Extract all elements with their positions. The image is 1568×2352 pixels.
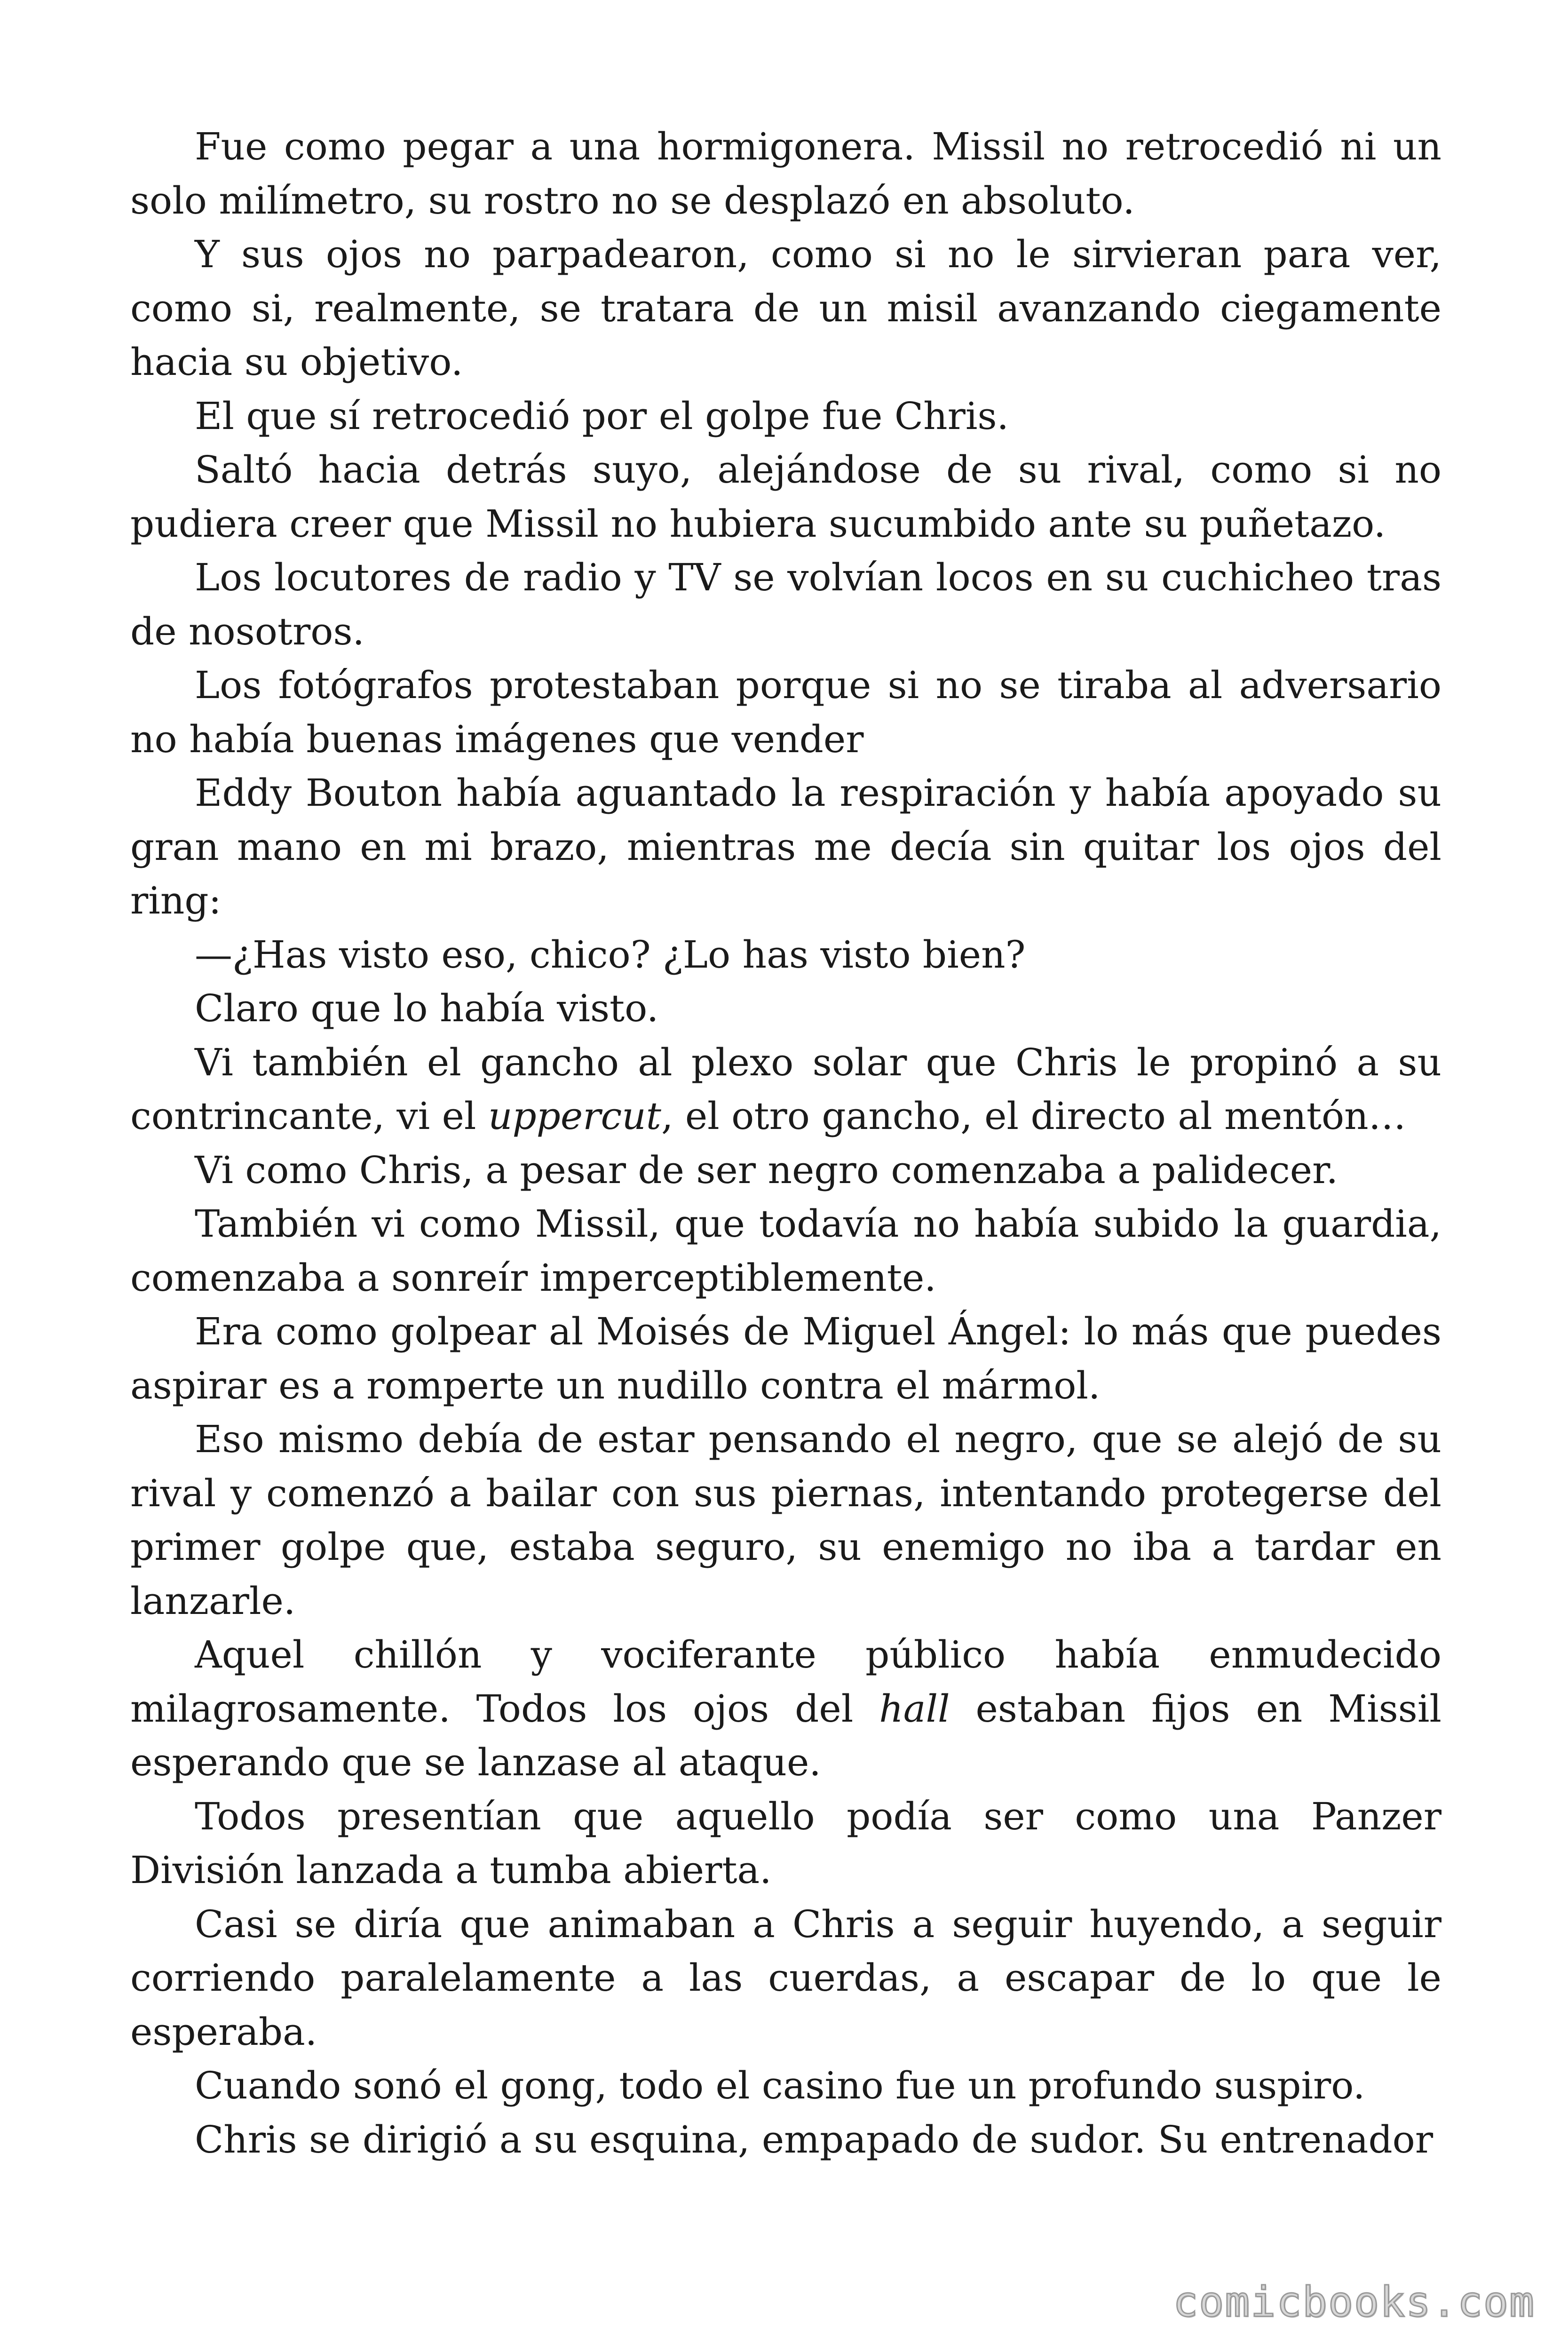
paragraph-15-after: estaban fijos en Missil esperando que se lanzase al ataque. (130, 1686, 1442, 1784)
paragraph-13: Era como golpear al Moisés de Miguel Ángel: lo más que puedes aspirar es a romperte un nudillo contra el mármol. (130, 1310, 1441, 1407)
paragraph-1: Fue como pegar a una hormigonera. Missil no retrocedió ni un solo milímetro, su rostro no se desplazó en absoluto. (130, 125, 1441, 222)
watermark: comicbooks.com (1173, 2278, 1535, 2326)
paragraph-18: Cuando sonó el gong, todo el casino fue un profundo suspiro. (195, 2064, 1365, 2107)
paragraph-10-italic: uppercut (488, 1094, 661, 1138)
paragraph-16: Todos presentían que aquello podía ser como una Panzer División lanzada a tumba abierta. (130, 1794, 1441, 1892)
paragraph-6: Los fotógrafos protestaban porque si no se tiraba al adversario no había buenas imágenes que vender (130, 663, 1441, 761)
paragraph-14: Eso mismo debía de estar pensando el negro, que se alejó de su rival y comenzó a bailar con sus piernas, intentando protegerse del primer golpe que, estaba seguro, su enemigo no iba a tardar en lanzarle. (130, 1417, 1441, 1623)
paragraph-7: Eddy Bouton había aguantado la respiración y había apoyado su gran mano en mi brazo, mientras me decía sin quitar los ojos del ring: (130, 771, 1441, 922)
paragraph-15-italic: hall (879, 1686, 950, 1731)
paragraph-19: Chris se dirigió a su esquina, empapado de sudor. Su entrenador (195, 2117, 1433, 2161)
paragraph-8: —¿Has visto eso, chico? ¿Lo has visto bien? (195, 932, 1026, 977)
paragraph-5: Los locutores de radio y TV se volvían locos en su cuchicheo tras de nosotros. (130, 556, 1441, 653)
paragraph-12: También vi como Missil, que todavía no había subido la guardia, comenzaba a sonreír imperceptiblemente. (130, 1202, 1441, 1300)
paragraph-9: Claro que lo había visto. (195, 986, 659, 1030)
paragraph-10 (130, 1036, 1441, 1144)
paragraph-15 (130, 1628, 1441, 1790)
paragraph-17: Casi se diría que animaban a Chris a seguir huyendo, a seguir corriendo paralelamente a las cuerdas, a escapar de lo que le esperaba. (130, 1902, 1441, 2054)
paragraph-15-before: Aquel chillón y vociferante público había enmudecido milagrosamente. Todos los ojos del (130, 1633, 1441, 1731)
body-text (130, 120, 1441, 2167)
paragraph-4: Saltó hacia detrás suyo, alejándose de su rival, como si no pudiera creer que Missil no hubiera sucumbido ante su puñetazo. (130, 448, 1441, 546)
paragraph-2: Y sus ojos no parpadearon, como si no le sirvieran para ver, como si, realmente, se tratara de un misil avanzando ciegamente hacia su objetivo. (130, 232, 1441, 384)
paragraph-11: Vi como Chris, a pesar de ser negro comenzaba a palidecer. (195, 1148, 1338, 1192)
paragraph-10-after: , el otro gancho, el directo al mentón… (661, 1094, 1406, 1138)
paragraph-3: El que sí retrocedió por el golpe fue Chris. (195, 394, 1009, 438)
paragraph-10-before: Vi también el gancho al plexo solar que Chris le propinó a su contrincante, vi el (130, 1040, 1441, 1138)
